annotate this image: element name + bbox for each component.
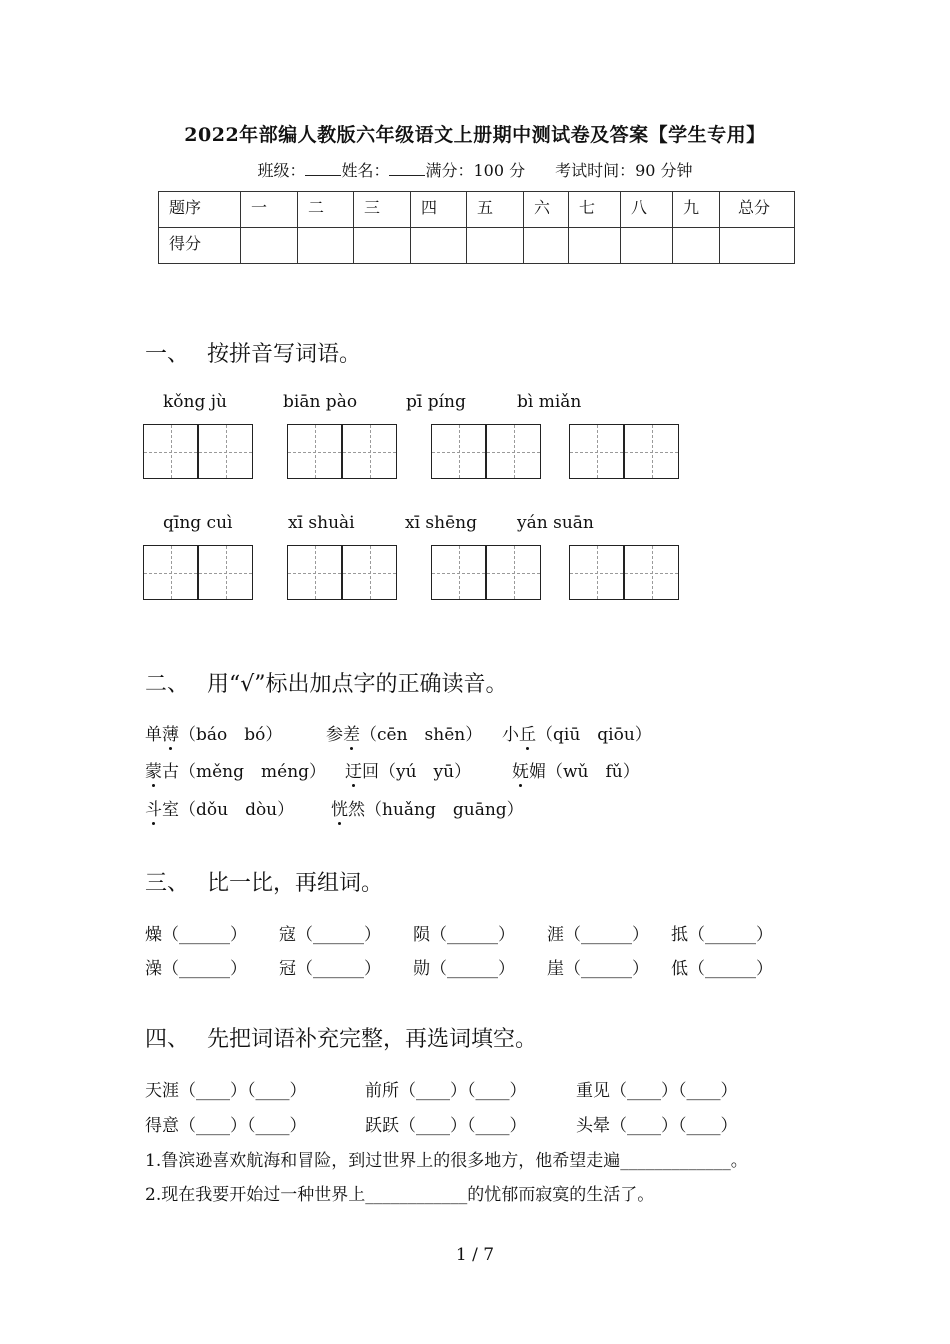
reading-item (145, 720, 282, 745)
pinyin-options[interactable]: （dǒu dòu） (179, 800, 295, 820)
reading-item (512, 757, 640, 782)
reading-item (326, 720, 482, 745)
page-number: 1 / 7 (455, 1245, 495, 1265)
char: 古 (162, 762, 179, 782)
writing-grid[interactable] (569, 424, 624, 479)
pinyin-options[interactable]: （wǔ fǔ） (546, 762, 640, 782)
word-item[interactable]: 冠（______） (279, 959, 381, 979)
table-cell: 八 (621, 192, 673, 228)
reading-item (331, 795, 524, 820)
section-title: 比一比，再组词。 (207, 871, 384, 896)
pinyin-label: kǒng jù (163, 392, 227, 412)
section-2-heading (145, 667, 508, 698)
writing-grid[interactable] (486, 545, 541, 600)
char: 参 (326, 725, 343, 745)
table-cell: 九 (673, 192, 720, 228)
table-cell: 六 (524, 192, 569, 228)
section-1-heading (145, 337, 361, 368)
word-item[interactable]: 澡（______） (145, 959, 247, 979)
dotted-char: 斗 (145, 800, 162, 820)
table-cell: 五 (467, 192, 524, 228)
word-item[interactable]: 涯（______） (547, 925, 649, 945)
writing-grid[interactable] (569, 545, 624, 600)
table-cell: 题序 (159, 192, 241, 228)
section-number: 一、 (145, 342, 190, 367)
score-cell[interactable] (241, 228, 298, 264)
word-item[interactable]: 寇（______） (279, 925, 381, 945)
writing-grid[interactable] (198, 424, 253, 479)
char: 然 (348, 800, 365, 820)
table-cell: 七 (569, 192, 621, 228)
pinyin-label: bì miǎn (517, 392, 582, 412)
writing-grid[interactable] (287, 424, 342, 479)
idiom-item[interactable]: 前所（____）（____） (365, 1081, 527, 1101)
writing-grid[interactable] (143, 424, 198, 479)
score-cell[interactable] (467, 228, 524, 264)
section-4-heading (145, 1022, 537, 1053)
table-cell: 得分 (159, 228, 241, 264)
reading-item (145, 795, 294, 820)
writing-grid[interactable] (431, 424, 486, 479)
char: 媚 (529, 762, 546, 782)
dotted-char: 恍 (331, 800, 348, 820)
pinyin-options[interactable]: （huǎng guāng） (365, 800, 524, 820)
score-cell[interactable] (298, 228, 354, 264)
writing-grid[interactable] (342, 545, 397, 600)
pinyin-options[interactable]: （yú yū） (379, 762, 472, 782)
word-item[interactable]: 崖（______） (547, 959, 649, 979)
full-score: 满分：100 分 (425, 161, 526, 180)
section-number: 二、 (145, 672, 190, 697)
table-cell: 一 (241, 192, 298, 228)
pinyin-options[interactable]: （qiū qiōu） (536, 725, 652, 745)
pinyin-label: qīng cuì (163, 513, 233, 533)
dotted-char: 丘 (519, 725, 536, 745)
idiom-item[interactable]: 跃跃（____）（____） (365, 1116, 527, 1136)
dotted-char: 迂 (345, 762, 362, 782)
score-cell[interactable] (720, 228, 795, 264)
table-cell: 二 (298, 192, 354, 228)
class-blank[interactable] (305, 161, 341, 176)
table-cell: 总分 (720, 192, 795, 228)
score-table (158, 191, 795, 264)
section-title: 先把词语补充完整，再选词填空。 (207, 1027, 538, 1052)
word-item[interactable]: 勋（______） (413, 959, 515, 979)
name-blank[interactable] (389, 161, 425, 176)
score-cell[interactable] (354, 228, 411, 264)
idiom-item[interactable]: 头晕（____）（____） (576, 1116, 738, 1136)
pinyin-options[interactable]: （báo bó） (179, 725, 283, 745)
char: 回 (362, 762, 379, 782)
question-2[interactable]: 2.现在我要开始过一种世界上____________的忧郁而寂寞的生活了。 (145, 1185, 655, 1205)
writing-grid[interactable] (431, 545, 486, 600)
char: 单 (145, 725, 162, 745)
pinyin-label: pī píng (406, 392, 466, 412)
score-cell[interactable] (411, 228, 467, 264)
writing-grid[interactable] (624, 424, 679, 479)
score-table-score-row (159, 228, 795, 264)
score-cell[interactable] (673, 228, 720, 264)
writing-grid[interactable] (486, 424, 541, 479)
word-item[interactable]: 抵（______） (671, 925, 773, 945)
section-title: 用“√”标出加点字的正确读音。 (207, 672, 508, 697)
dotted-char: 妩 (512, 762, 529, 782)
writing-grid[interactable] (143, 545, 198, 600)
word-item[interactable]: 低（______） (671, 959, 773, 979)
writing-grid[interactable] (287, 545, 342, 600)
exam-time: 考试时间：90 分钟 (555, 161, 693, 180)
question-1[interactable]: 1.鲁滨逊喜欢航海和冒险，到过世界上的很多地方，他希望走遍_____________。 (145, 1151, 748, 1171)
char: 室 (162, 800, 179, 820)
score-table-header-row (159, 192, 795, 228)
name-label: 姓名： (341, 161, 390, 180)
writing-grid[interactable] (624, 545, 679, 600)
section-number: 三、 (145, 871, 190, 896)
dotted-char: 差 (343, 725, 360, 745)
pinyin-label: xī shēng (405, 513, 477, 533)
char: 小 (502, 725, 519, 745)
pinyin-label: yán suān (517, 513, 594, 533)
word-item[interactable]: 陨（______） (413, 925, 515, 945)
class-label: 班级： (257, 161, 306, 180)
dotted-char: 蒙 (145, 762, 162, 782)
writing-grid[interactable] (342, 424, 397, 479)
score-cell[interactable] (621, 228, 673, 264)
pinyin-label: biān pào (283, 392, 358, 412)
pinyin-label: xī shuài (288, 513, 355, 533)
dotted-char: 薄 (162, 725, 179, 745)
section-number: 四、 (145, 1027, 190, 1052)
page-title: 2022年部编人教版六年级语文上册期中测试卷及答案【学生专用】 (184, 124, 766, 146)
score-cell[interactable] (569, 228, 621, 264)
writing-grid[interactable] (198, 545, 253, 600)
section-title: 按拼音写词语。 (207, 342, 362, 367)
reading-item (345, 757, 471, 782)
table-cell: 三 (354, 192, 411, 228)
pinyin-options[interactable]: （cēn shēn） (360, 725, 483, 745)
idiom-item[interactable]: 天涯（____）（____） (145, 1081, 307, 1101)
exam-info (0, 158, 950, 181)
idiom-item[interactable]: 得意（____）（____） (145, 1116, 307, 1136)
reading-item (502, 720, 652, 745)
pinyin-options[interactable]: （měng méng） (179, 762, 327, 782)
reading-item (145, 757, 326, 782)
score-cell[interactable] (524, 228, 569, 264)
section-3-heading (145, 866, 383, 897)
idiom-item[interactable]: 重见（____）（____） (576, 1081, 738, 1101)
table-cell: 四 (411, 192, 467, 228)
word-item[interactable]: 燥（______） (145, 925, 247, 945)
